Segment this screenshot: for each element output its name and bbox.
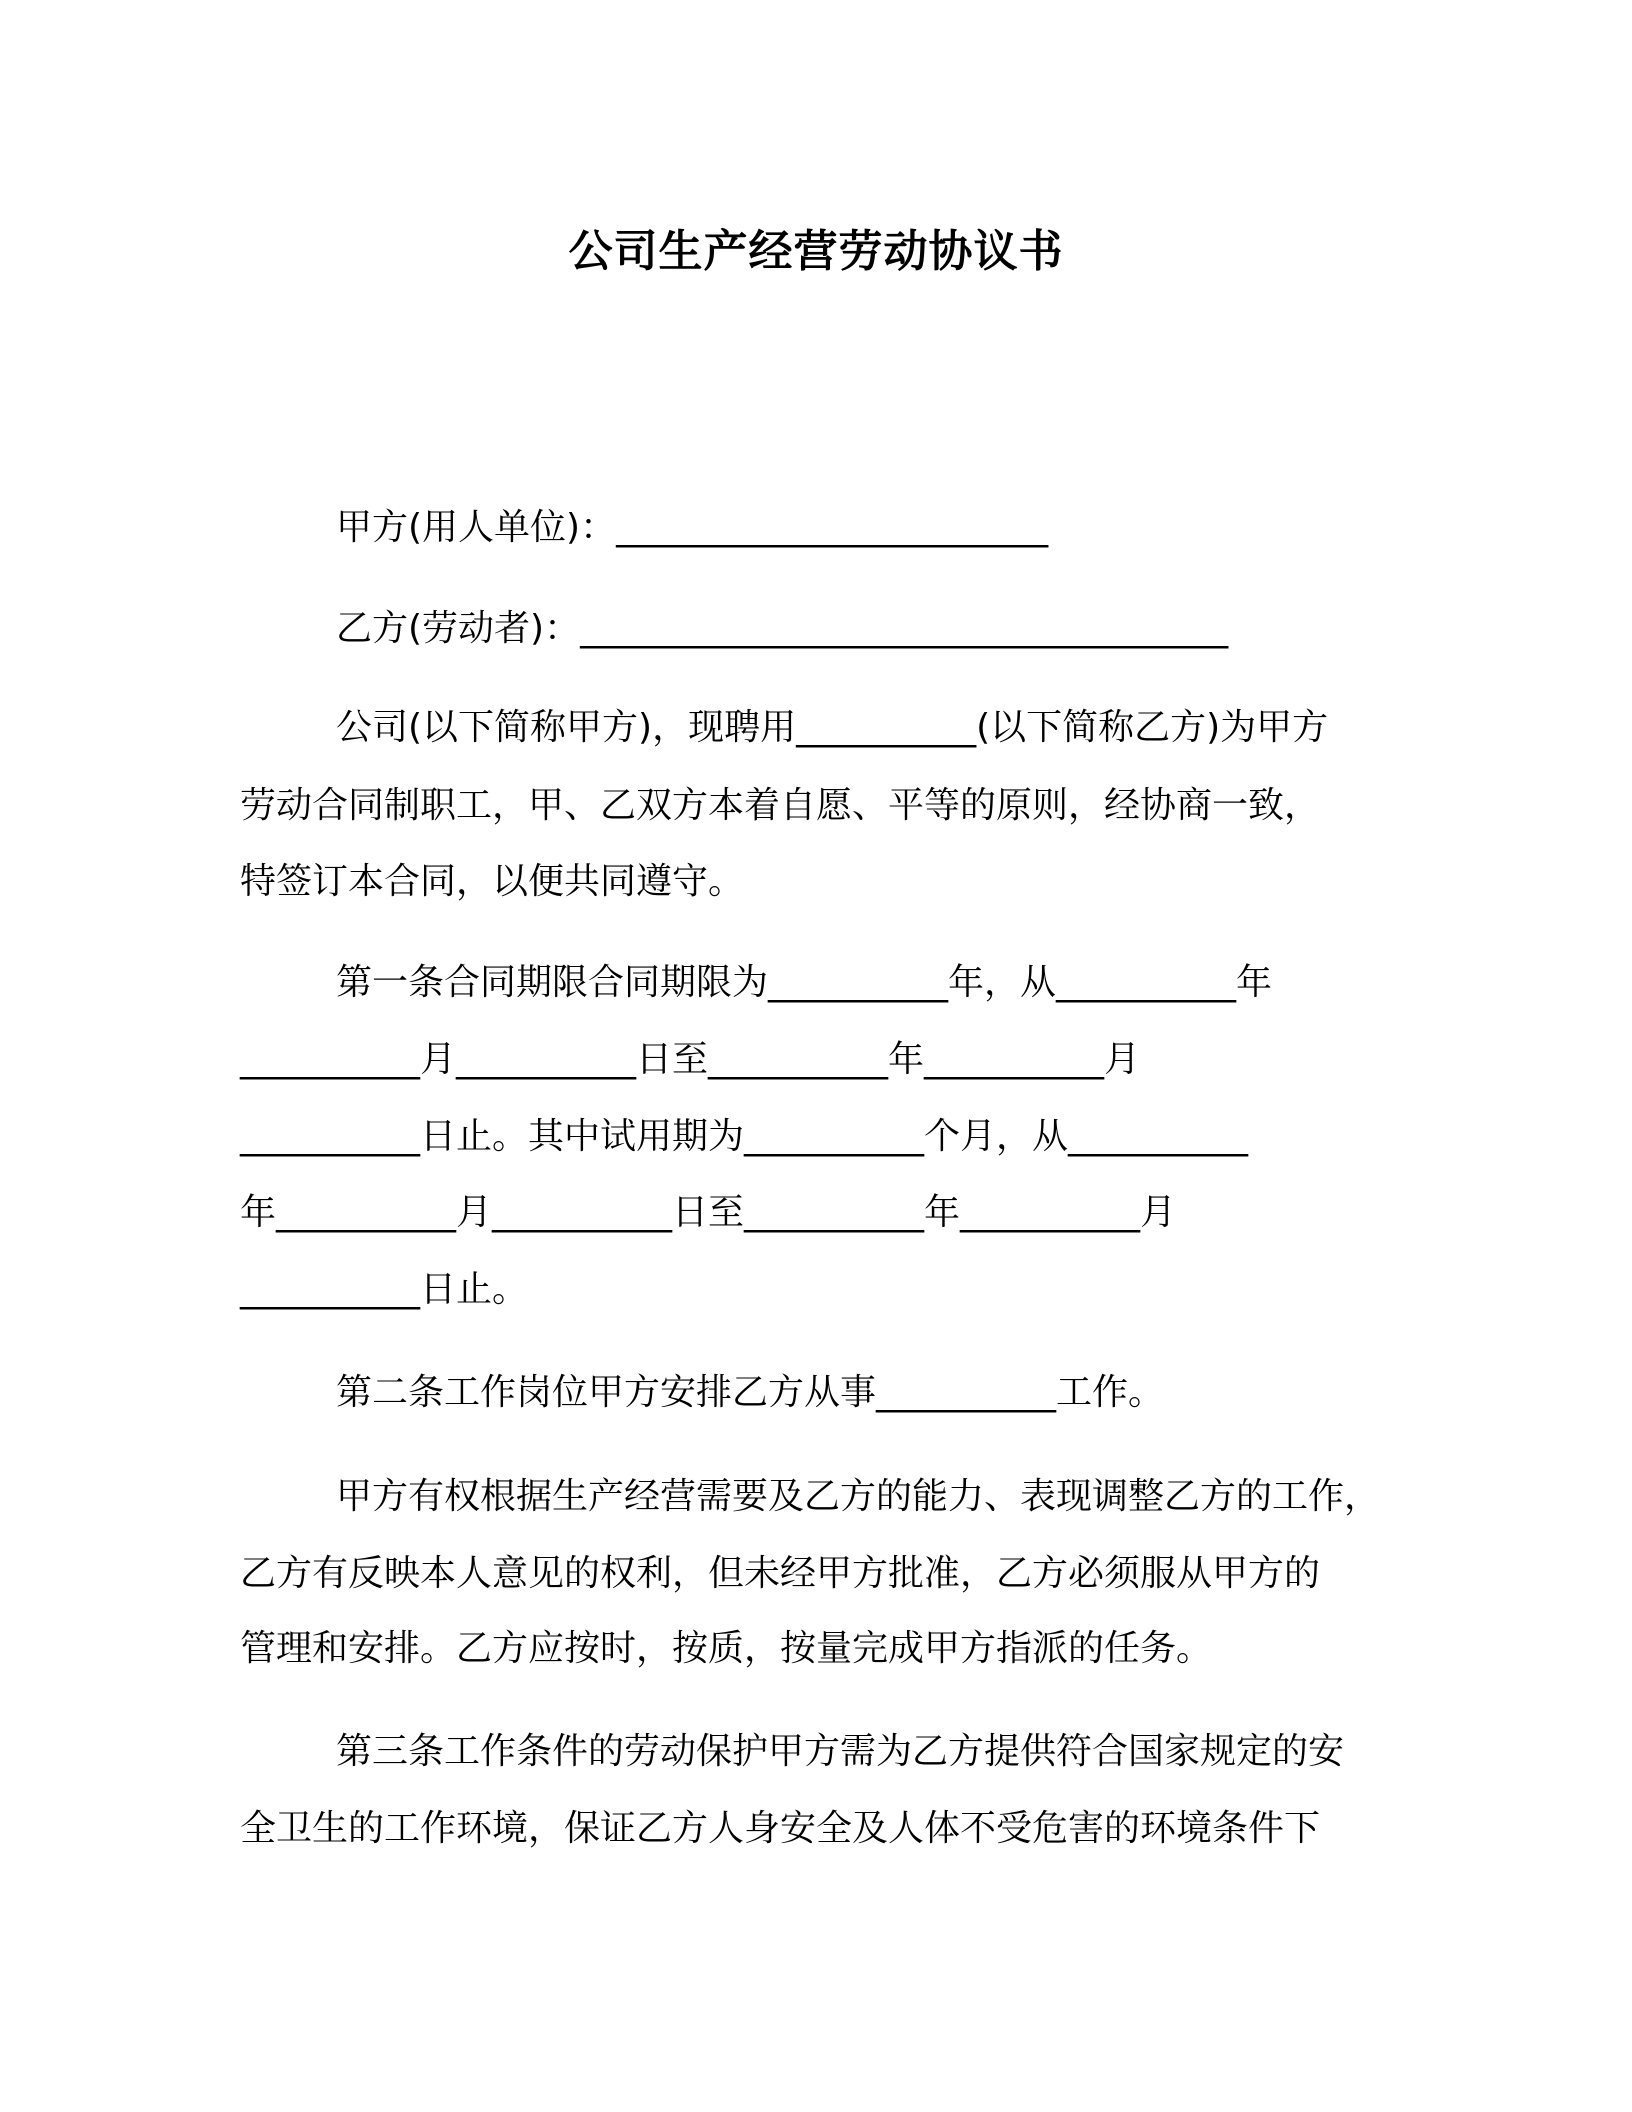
paragraph-line-1: 甲方有权根据生产经营需要及乙方的能力、表现调整乙方的工作， — [336, 1476, 1381, 1517]
article-1-line-5: __________日止。 — [240, 1269, 529, 1310]
paragraph-line-3: 管理和安排。乙方应按时，按质，按量完成甲方指派的任务。 — [240, 1628, 1213, 1669]
paragraph-line-2: 乙方有反映本人意见的权利，但未经甲方批准，乙方必须服从甲方的 — [240, 1553, 1321, 1594]
article-1-line-1: 第一条合同期限合同期限为__________年，从__________年 — [336, 962, 1273, 1003]
article-3-line-1: 第三条工作条件的劳动保护甲方需为乙方提供符合国家规定的安 — [336, 1731, 1345, 1772]
intro-line-3: 特签订本合同，以便共同遵守。 — [240, 861, 745, 902]
article-1-line-3: __________日止。其中试用期为__________个月，从__________ — [240, 1116, 1249, 1157]
article-3-line-2: 全卫生的工作环境，保证乙方人身安全及人体不受危害的环境条件下 — [240, 1808, 1321, 1849]
intro-line-2: 劳动合同制职工，甲、乙双方本着自愿、平等的原则，经协商一致， — [240, 785, 1321, 826]
article-1-line-2: __________月__________日至__________年__________月 — [240, 1039, 1140, 1080]
party-b-line: 乙方(劳动者)：____________________________________ — [336, 608, 1229, 649]
document-title: 公司生产经营劳动协议书 — [568, 226, 1064, 277]
intro-line-1: 公司(以下简称甲方)，现聘用__________(以下简称乙方)为甲方 — [336, 707, 1329, 748]
article-2-line-1: 第二条工作岗位甲方安排乙方从事__________工作。 — [336, 1372, 1165, 1413]
party-a-line: 甲方(用人单位)：________________________ — [336, 507, 1049, 548]
article-1-line-4: 年__________月__________日至__________年__________月 — [240, 1192, 1176, 1233]
